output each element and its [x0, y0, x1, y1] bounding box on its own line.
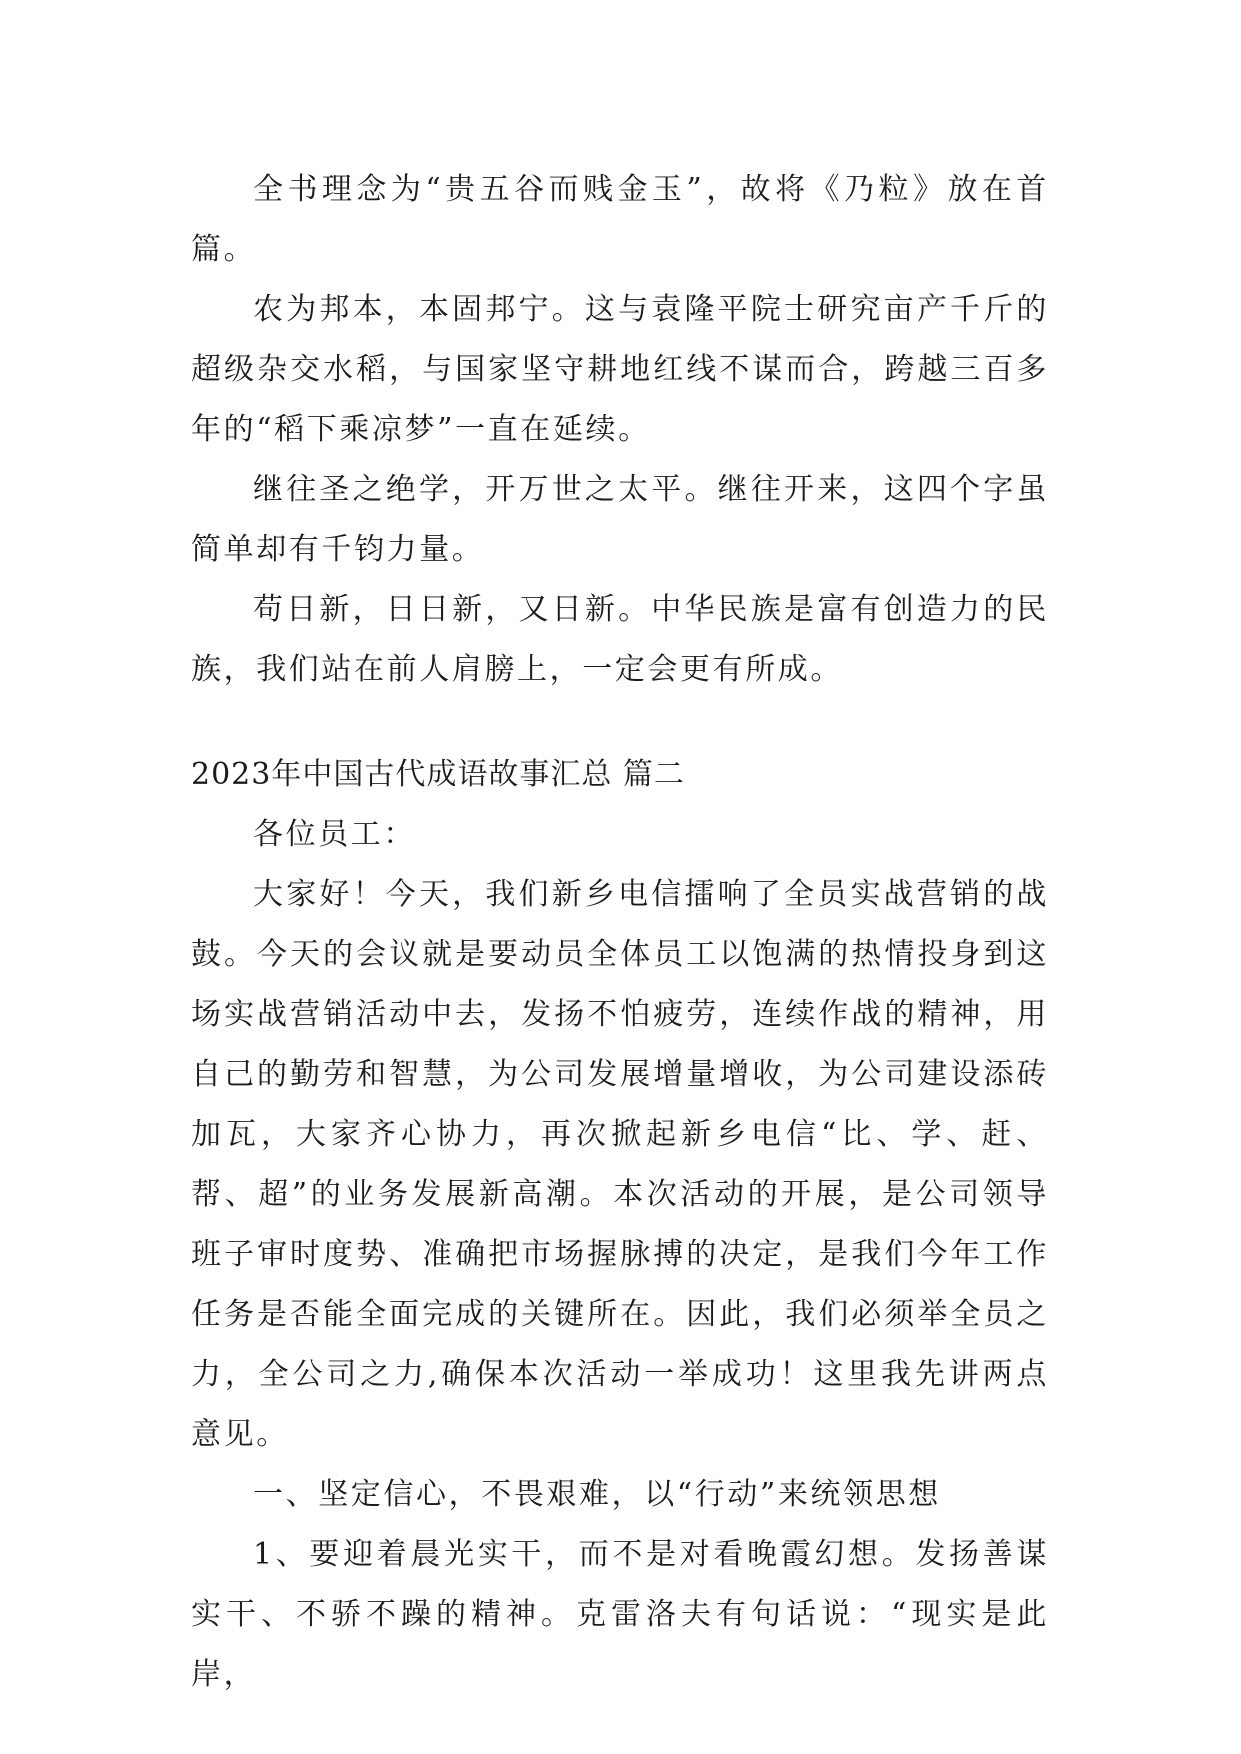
paragraph: 继往圣之绝学，开万世之太平。继往开来，这四个字虽简单却有千钧力量。: [191, 472, 1049, 567]
paragraph: 一、坚定信心，不畏艰难，以“行动”来统领思想: [253, 1477, 941, 1512]
paragraph: 各位员工：: [253, 817, 416, 852]
paragraph: 苟日新，日日新，又日新。中华民族是富有创造力的民族，我们站在前人肩膀上，一定会更有所成。: [191, 592, 1049, 687]
document-body: [191, 160, 1049, 1705]
paragraph: 大家好！今天，我们新乡电信擂响了全员实战营销的战鼓。今天的会议就是要动员全体员工以饱满的热情投身到这场实战营销活动中去，发扬不怕疲劳，连续作战的精神，用自己的勤劳和智慧，为公司发展增量增收，为公司建设添砖加瓦，大家齐心协力，再次掀起新乡电信“比、学、赶、帮、超”的业务发展新高潮。本次活动的开展，是公司领导班子审时度势、准确把市场握脉搏的决定，是我们今年工作任务是否能全面完成的关键所在。因此，我们必须举全员之力，全公司之力,确保本次活动一举成功！这里我先讲两点意见。: [191, 877, 1049, 1452]
paragraph: 农为邦本，本固邦宁。这与袁隆平院士研究亩产千斤的超级杂交水稻，与国家坚守耕地红线不谋而合，跨越三百多年的“稻下乘凉梦”一直在延续。: [191, 292, 1049, 447]
paragraph: 全书理念为“贵五谷而贱金玉”，故将《乃粒》放在首篇。: [191, 172, 1049, 267]
paragraph: 1、要迎着晨光实干，而不是对看晚霞幻想。发扬善谋实干、不骄不躁的精神。克雷洛夫有句话说：“现实是此岸，: [191, 1537, 1049, 1692]
section-heading: 2023年中国古代成语故事汇总 篇二: [191, 757, 685, 792]
